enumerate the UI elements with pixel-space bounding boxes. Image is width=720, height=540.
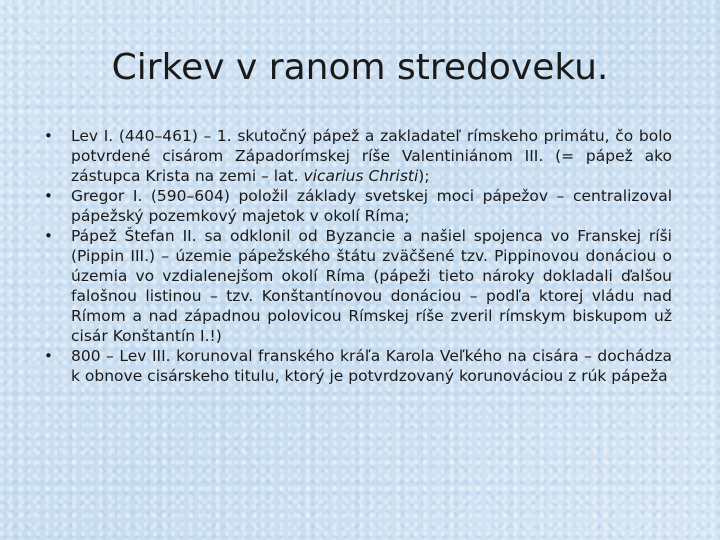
bullet-text-emphasis: vicarius Christi: [303, 167, 419, 185]
bullet-item-lev-iii: [44, 346, 672, 386]
bullet-icon: •: [44, 127, 53, 145]
bullet-icon: •: [44, 227, 53, 245]
bullet-text: Lev I. (440–461) – 1. skutočný pápež a zakladateľ rímskeho primátu, čo bolo potvrdené cisárom Západorímskej ríše Valentiniánom III. (= pápež ako zástupca Krista na zemi – lat.: [71, 127, 672, 185]
bullet-text: Gregor I. (590–604) položil základy svetskej moci pápežov – centralizoval pápežský pozemkový majetok v okolí Ríma;: [71, 187, 672, 225]
slide-title: Cirkev v ranom stredoveku.: [111, 47, 609, 88]
bullet-icon: •: [44, 347, 53, 365]
bullet-text: Pápež Štefan II. sa odklonil od Byzancie a našiel spojenca vo Franskej ríši (Pippin III.) – územie pápežského štátu zväčšené tzv. Pippinovou donáciou o územia vo vzdialenejšom okolí Ríma (pápeži tieto nároky dokladali ďalšou falošnou listinou – tzv. Konštantínovou donáciou – podľa ktorej vládu nad Rímom a nad západnou polovicou Rímskej ríše zveril rímskym biskupom už cisár Konštantín I.!): [71, 227, 672, 345]
bullet-item-gregor-i: [44, 186, 672, 226]
bullet-list: [44, 126, 672, 386]
bullet-item-lev-i: [44, 126, 672, 186]
bullet-item-stefan-ii: [44, 226, 672, 346]
bullet-text: );: [418, 167, 430, 185]
bullet-icon: •: [44, 187, 53, 205]
bullet-text: 800 – Lev III. korunoval franského kráľa Karola Veľkého na cisára – dochádza k obnove cisárskeho titulu, ktorý je potvrdzovaný korunováciou z rúk pápeža: [71, 347, 672, 385]
